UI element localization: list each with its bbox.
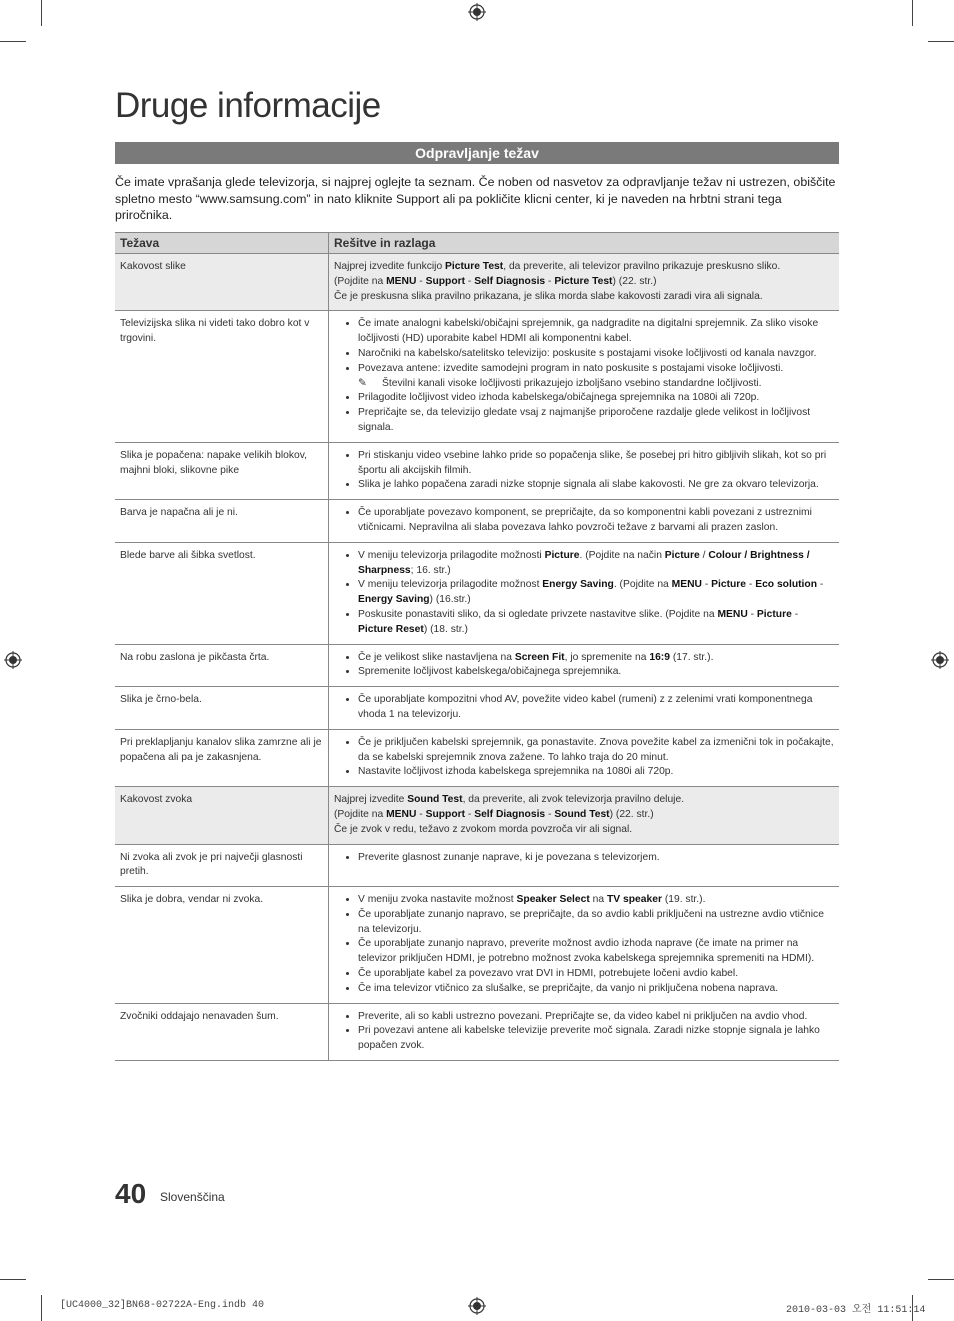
- problem-cell: Slika je popačena: napake velikih blokov, majhni bloki, slikovne pike: [115, 442, 329, 499]
- note: ✎ Številni kanali visoke ločljivosti prikazujejo izboljšano vsebino standardne ločljivosti.: [358, 377, 834, 392]
- table-row: [115, 729, 839, 786]
- problem-cell: Slika je črno-bela.: [115, 687, 329, 730]
- table-row: [115, 442, 839, 499]
- solution-cell: Najprej izvedite Sound Test, da preverite, ali zvok televizorja pravilno deluje. (Pojdite na MENU - Support - Self Diagnosis - Sound Test) (22. str.) Če je zvok v redu, težavo z zvokom morda povzroča vir ali signal.: [329, 787, 840, 844]
- troubleshooting-table: [115, 232, 839, 1061]
- problem-cell: Ni zvoka ali zvok je pri največji glasnosti pretih.: [115, 844, 329, 887]
- solution-cell: • Preverite glasnost zunanje naprave, ki je povezana s televizorjem.: [329, 844, 840, 887]
- problem-cell: Kakovost zvoka: [115, 787, 329, 844]
- table-row: [115, 254, 839, 311]
- crop-mark: [0, 41, 26, 42]
- solution-cell: • Preverite, ali so kabli ustrezno povezani. Prepričajte se, da video kabel ni priključen na avdio vhod. • Pri povezavi antene ali kabelske televizije preverite moč signala. Zaradi nizke stopnje signala je lahko popačen zvok.: [329, 1003, 840, 1060]
- problem-cell: Televizijska slika ni videti tako dobro kot v trgovini.: [115, 311, 329, 442]
- table-row: [115, 644, 839, 687]
- imprint-date: 2010-03-03 오전 11:51:14: [786, 1305, 926, 1316]
- problem-cell: Blede barve ali šibka svetlost.: [115, 542, 329, 644]
- problem-cell: Na robu zaslona je pikčasta črta.: [115, 644, 329, 687]
- crop-mark: [41, 0, 42, 26]
- imprint-file: [UC4000_32]BN68-02722A-Eng.indb 40: [60, 1300, 265, 1311]
- table-row: [115, 844, 839, 887]
- solution-cell: Najprej izvedite funkcijo Picture Test, da preverite, ali televizor pravilno prikazuje preskusno sliko. (Pojdite na MENU - Support - Self Diagnosis - Picture Test) (22. str.) Če je preskusna slika pravilno prikazana, je slika morda slabe kakovosti zaradi vira ali signala.: [329, 254, 840, 311]
- registration-mark-icon: [931, 651, 949, 669]
- registration-mark-icon: [468, 3, 486, 21]
- solution-cell: • Pri stiskanju video vsebine lahko pride so popačenja slike, še posebej pri hitro gibljivih slikah, kot so pri športu ali akcijskih filmih. • Slika je lahko popačena zaradi nizke stopnje signala ali slabe kakovosti. Ne gre za okvaro televizorja.: [329, 442, 840, 499]
- solution-cell: • V meniju zvoka nastavite možnost Speaker Select na TV speaker (19. str.). • Če uporabljate zunanjo napravo, se prepričajte, da so avdio kabli priključeni na ustrezne avdio vtičnice na televizorju. • Če uporabljate zunanjo napravo, preverite možnost avdio izhoda naprave (če imate na primer na televizor priključen HDMI, je potrebno možnost zvoka kabelskega sprejemnika spremeniti na HDMI). • Če uporabljate kabel za povezavo vrat DVI in HDMI, potrebujete ločeni avdio kabel. • Če ima televizor vtičnico za slušalke, se prepričajte, da vanjo ni priključena nobena naprava.: [329, 887, 840, 1004]
- solution-cell: • V meniju televizorja prilagodite možnosti Picture. (Pojdite na način Picture / Colour / Brightness / Sharpness; 16. str.) • V meniju televizorja prilagodite možnost Energy Saving. (Pojdite na MENU - Picture - Eco solution - Energy Saving) (16.str.) • Poskusite ponastaviti sliko, da si ogledate privzete nastavitve slike. (Pojdite na MENU - Picture - Picture Reset) (18. str.): [329, 542, 840, 644]
- note-pencil-icon: ✎: [358, 377, 367, 389]
- column-header-solution: Rešitve in razlaga: [329, 233, 840, 254]
- table-row: [115, 311, 839, 442]
- table-row: [115, 542, 839, 644]
- crop-mark: [0, 1279, 26, 1280]
- intro-paragraph: Če imate vprašanja glede televizorja, si najprej oglejte ta seznam. Če noben od nasvetov za odpravljanje težav ni ustrezen, obiščite spletno mesto “www.samsung.com” in nato kliknite Support ali pa pokličite klicni center, ki je naveden na hrbtni strani tega priročnika.: [115, 175, 836, 222]
- problem-cell: Barva je napačna ali je ni.: [115, 500, 329, 543]
- problem-cell: Pri preklapljanju kanalov slika zamrzne ali je popačena ali pa je zakasnjena.: [115, 729, 329, 786]
- solution-cell: • Če je velikost slike nastavljena na Screen Fit, jo spremenite na 16:9 (17. str.). • Spremenite ločljivost kabelskega/običajnega sprejemnika.: [329, 644, 840, 687]
- page-title: Druge informacije: [115, 86, 381, 125]
- crop-mark: [928, 41, 954, 42]
- problem-cell: Zvočniki oddajajo nenavaden šum.: [115, 1003, 329, 1060]
- section-heading: Odpravljanje težav: [115, 142, 839, 164]
- page-language: Slovenščina: [160, 1190, 225, 1204]
- problem-cell: Kakovost slike: [115, 254, 329, 311]
- registration-mark-icon: [468, 1297, 486, 1315]
- solution-cell: • Če je priključen kabelski sprejemnik, ga ponastavite. Znova povežite kabel za izmenični tok in počakajte, da se kabelski sprejemnik znova zažene. To lahko traja do 20 minut. • Nastavite ločljivost izhoda kabelskega sprejemnika na 1080i ali 720p.: [329, 729, 840, 786]
- crop-mark: [928, 1279, 954, 1280]
- crop-mark: [41, 1295, 42, 1321]
- solution-cell: • Če imate analogni kabelski/običajni sprejemnik, ga nadgradite na digitalni sprejemnik. Za sliko visoke ločljivosti (HD) uporabite kabel HDMI ali komponentni kabel. • Naročniki na kabelsko/satelitsko televizijo: poskusite s postajami visoke ločljivosti od kanala navzgor. • Povezava antene: izvedite samodejni program in nato poskusite s postajami visoke ločljivosti. ✎ Številni kanali visoke ločljivosti prikazujejo izboljšano vsebino standardne ločljivosti. • Prilagodite ločljivost video izhoda kabelskega/običajnega sprejemnika na 1080i ali 720p. • Prepričajte se, da televizijo gledate vsaj z najmanjše priporočene razdalje glede velikost in ločljivost signala.: [329, 311, 840, 442]
- registration-mark-icon: [4, 651, 22, 669]
- page-number: 40: [115, 1178, 147, 1209]
- problem-cell: Slika je dobra, vendar ni zvoka.: [115, 887, 329, 1004]
- table-header-row: [115, 233, 839, 254]
- crop-mark: [912, 0, 913, 26]
- table-row: [115, 887, 839, 1004]
- solution-cell: • Če uporabljate kompozitni vhod AV, povežite video kabel (rumeni) z z zelenimi vrati komponentnega vhoda 1 na televizorju.: [329, 687, 840, 730]
- solution-cell: • Če uporabljate povezavo komponent, se prepričajte, da so komponentni kabli povezani z ustreznimi vtičnicami. Nepravilna ali slaba povezava lahko povzroči težave z barvami ali prazen zaslon.: [329, 500, 840, 543]
- table-row: [115, 687, 839, 730]
- table-row: [115, 787, 839, 844]
- table-row: [115, 1003, 839, 1060]
- column-header-problem: Težava: [115, 233, 329, 254]
- table-row: [115, 500, 839, 543]
